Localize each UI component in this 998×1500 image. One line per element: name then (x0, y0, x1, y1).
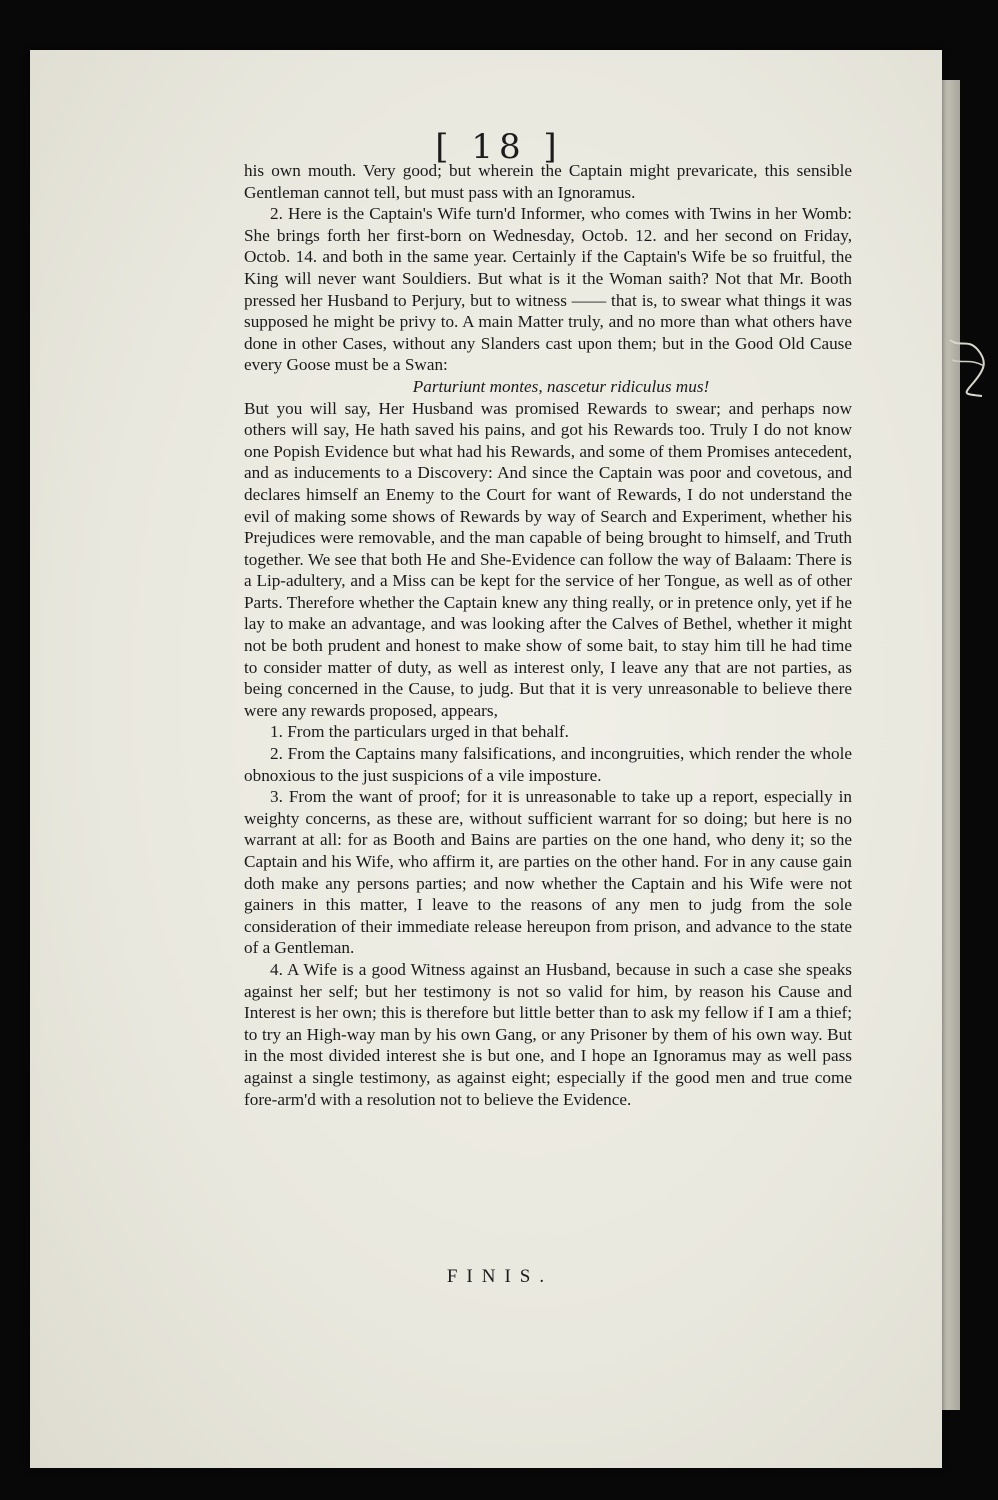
list-item: 3. From the want of proof; for it is unreasonable to take up a report, especially in weighty concerns, as these are, without sufficient warrant for so doing; but here is no warrant at all: for as Booth and Bains are parties on the one hand, who deny it; so the Captain and his Wife, who affirm it, are parties on the other hand. For in any cause gain doth make any persons parties; and now whether the Captain and his Wife were not gainers in this matter, I leave to the reasons of any men to judg from the sole consideration of their immediate release hereupon from prison, and advance to the state of a Gentleman. (244, 787, 852, 958)
paragraph: his own mouth. Very good; but wherein the Captain might prevaricate, this sensible Gentleman cannot tell, but must pass with an Ignoramus. (244, 161, 852, 202)
latin-verse: Parturiunt montes, nascetur ridiculus mus! (412, 376, 710, 396)
page-edge (940, 80, 960, 1410)
body-text (244, 160, 852, 1110)
paragraph: But you will say, Her Husband was promised Rewards to swear; and perhaps now others will say, He hath saved his pains, and got his Rewards too. Truly I do not know one Popish Evidence but what had his Rewards, and some of them Promises antecedent, and as inducements to a Discovery: And since the Captain was poor and covetous, and declares himself an Enemy to the Court for want of Rewards, I do not understand the evil of making some shows of Rewards by way of Search and Experiment, whether his Prejudices were removable, and the man capable of being brought to himself, and Truth together. We see that both He and She-Evidence can follow the way of Balaam: There is a Lip-adultery, and a Miss can be kept for the service of her Tongue, as well as of other Parts. Therefore whether the Captain knew any thing really, or in pretence only, yet if he lay to make an advantage, and was looking after the Calves of Bethel, whether it might not be both prudent and honest to make show of some bait, to stay him till he had time to consider matter of duty, as well as interest only, I leave any that are not parties, as being concerned in the Cause, to judg. But that it is very unreasonable to believe there were any rewards proposed, appears, (244, 398, 852, 720)
list-item: 2. From the Captains many falsifications, and incongruities, which render the whole obnoxious to the just suspicions of a vile imposture. (244, 744, 852, 785)
finis-heading: FINIS. (446, 1266, 554, 1287)
page-number: [ 18 ] (435, 127, 563, 167)
list-item: 4. A Wife is a good Witness against an Husband, because in such a case she speaks against her self; but her testimony is not so valid for him, by reason his Cause and Interest is her own; this is therefore but little better than to ask my fellow if I am a thief; to try an High-way man by his own Gang, or any Prisoner by them of his own way. But in the most divided interest she is but one, and I hope an Ignoramus may as well pass against a single testimony, as against eight; especially if the good men and true come fore-arm'd with a resolution not to believe the Evidence. (244, 959, 852, 1109)
list-item: 1. From the particulars urged in that behalf. (270, 722, 569, 742)
thread-fragment (948, 330, 988, 400)
paragraph: 2. Here is the Captain's Wife turn'd Informer, who comes with Twins in her Womb: She brings forth her first-born on Wednesday, Octob. 12. and her second on Friday, Octob. 14. and both in the same year. Certainly if the Captain's Wife be so fruitful, the King will never want Souldiers. But what is it the Woman saith? Not that Mr. Booth pressed her Husband to Perjury, but to witness —— that is, to swear what things it was supposed he might be privy to. A main Matter truly, and no more than what others have done in other Cases, without any Slanders cast upon them; but in the Good Old Cause every Goose must be a Swan: (244, 204, 852, 375)
